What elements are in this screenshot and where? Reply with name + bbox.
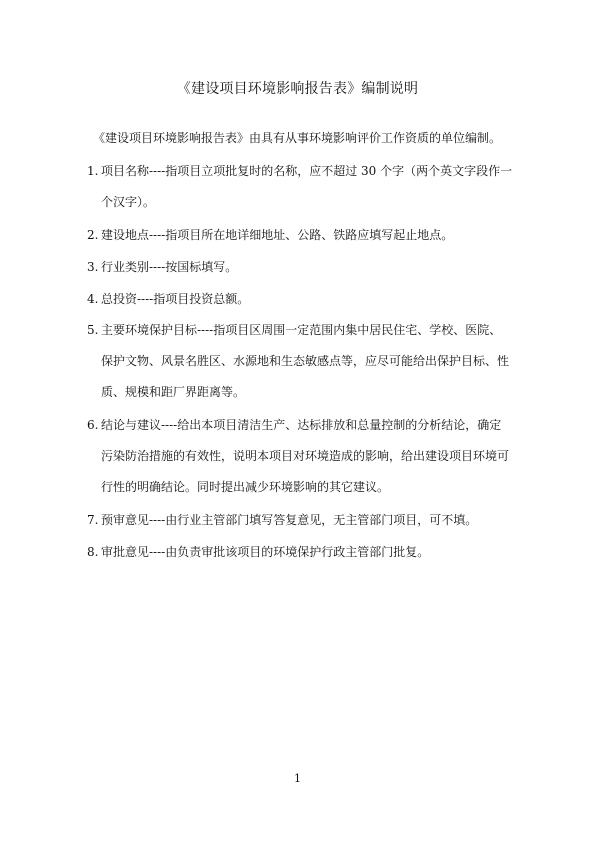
item-text: 主要环境保护目标----指项目区周围一定范围内集中居民住宅、学校、医院、: [101, 323, 502, 337]
item-text: 审批意见----由负责审批该项目的环境保护行政主管部门批复。: [101, 545, 430, 559]
list-item-3: [87, 259, 517, 290]
list-item-5: [87, 322, 517, 415]
list-item-6: [87, 417, 517, 510]
item-number: 7.: [87, 513, 99, 527]
item-text: 保护文物、风景名胜区、水源地和生态敏感点等，应尽可能给出保护目标、性: [101, 354, 510, 368]
item-number: 8.: [87, 545, 99, 559]
list-item-4: [87, 291, 517, 322]
item-text: 个汉字）。: [101, 195, 156, 209]
item-number: 3.: [87, 260, 99, 274]
intro-paragraph: 《建设项目环境影响报告表》由具有从事环境影响评价工作资质的单位编制。: [93, 131, 502, 145]
item-text: 预审意见----由行业主管部门填写答复意见，无主管部门项目，可不填。: [101, 513, 478, 527]
list-item-8: [87, 544, 517, 575]
list-item-7: [87, 512, 517, 543]
item-number: 2.: [87, 228, 99, 242]
item-text: 行性的明确结论。同时提出减少环境影响的其它建议。: [101, 480, 390, 494]
item-text: 项目名称----指项目立项批复时的名称，应不超过 30 个字（两个英文字段作一: [101, 164, 513, 178]
list-item-1: [87, 163, 517, 225]
item-text: 污染防治措施的有效性，说明本项目对环境造成的影响，给出建设项目环境可: [101, 449, 510, 463]
item-number: 5.: [87, 323, 99, 337]
item-text: 总投资----指项目投资总额。: [101, 292, 250, 306]
item-text: 建设地点----指项目所在地详细地址、公路、铁路应填写起止地点。: [101, 228, 454, 242]
page-number: 1: [294, 772, 301, 785]
item-text: 质、规模和距厂界距离等。: [101, 385, 246, 399]
item-text: 结论与建议----给出本项目清洁生产、达标排放和总量控制的分析结论，确定: [101, 418, 502, 432]
item-number: 4.: [87, 292, 99, 306]
item-number: 1.: [87, 164, 99, 178]
item-text: 行业类别----按国标填写。: [101, 260, 238, 274]
page-title: 《建设项目环境影响报告表》编制说明: [176, 81, 419, 97]
item-number: 6.: [87, 418, 99, 432]
list-item-2: [87, 227, 517, 258]
